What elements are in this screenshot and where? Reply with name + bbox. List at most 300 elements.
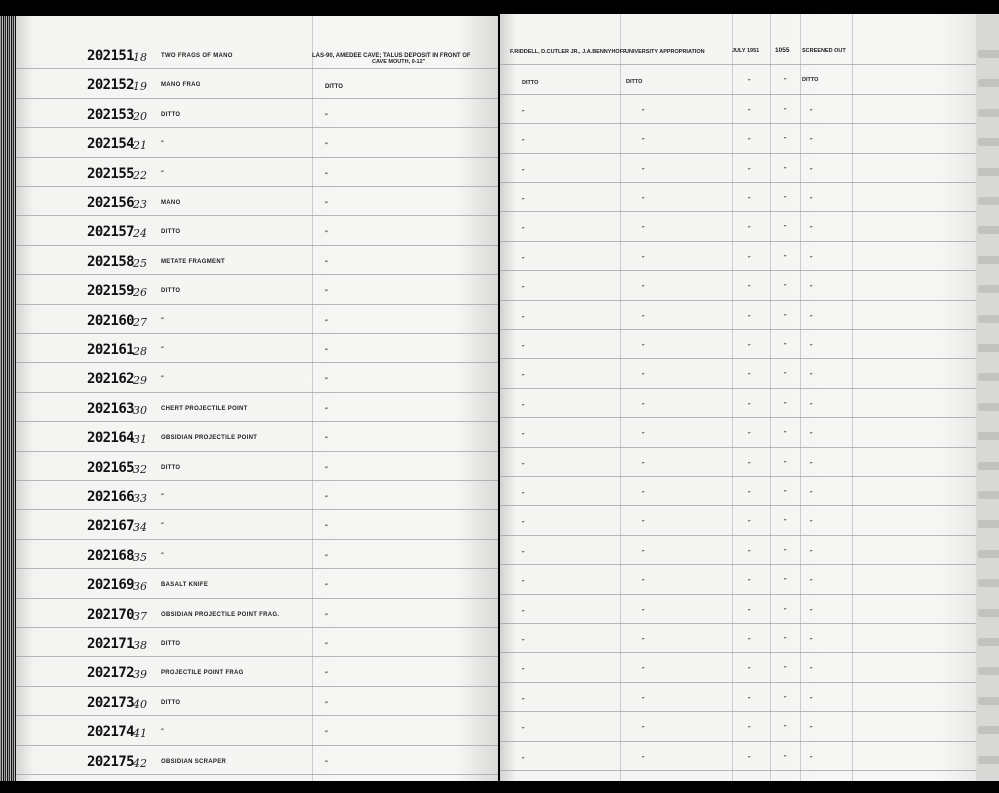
entry-number: 22 <box>133 168 147 182</box>
collector: " <box>522 550 525 557</box>
provenience: " <box>325 231 328 238</box>
remarks: SCREENED OUT <box>802 48 846 54</box>
date: " <box>748 638 751 644</box>
ledger-row <box>500 712 976 741</box>
accession: 1055 <box>775 47 790 54</box>
collector: " <box>522 727 525 734</box>
remarks: " <box>810 491 813 497</box>
entry-number: 39 <box>133 668 147 682</box>
collector: " <box>522 697 525 704</box>
item-description: DITTO <box>161 288 181 295</box>
entry-number: 19 <box>133 80 147 94</box>
catalog-number: 202154 <box>87 136 134 153</box>
ghost-mark <box>978 667 999 675</box>
catalog-number: 202166 <box>87 489 134 505</box>
remarks: " <box>810 755 813 762</box>
acquisition: " <box>642 314 645 321</box>
ghost-mark <box>978 226 999 234</box>
remarks: " <box>810 520 813 527</box>
ledger-row <box>16 657 498 686</box>
remarks: " <box>810 608 813 615</box>
accession: " <box>784 254 787 261</box>
ledger-row <box>500 683 976 712</box>
item-description: DITTO <box>161 699 181 706</box>
date: " <box>748 667 751 674</box>
collector: " <box>522 609 525 616</box>
ledger-row <box>500 565 976 594</box>
accession: " <box>784 196 787 202</box>
ghost-mark <box>978 109 999 117</box>
remarks: " <box>810 696 813 703</box>
remarks: " <box>810 432 813 439</box>
left-rows <box>16 16 498 781</box>
accession: " <box>784 343 787 349</box>
ledger-row <box>16 99 498 128</box>
remarks: " <box>810 638 813 644</box>
acquisition: " <box>642 197 645 203</box>
accession: " <box>784 78 787 85</box>
ghost-mark <box>978 579 999 587</box>
accession: " <box>784 225 787 232</box>
provenience: " <box>325 731 328 738</box>
ledger-row <box>16 334 498 363</box>
ghost-mark <box>978 403 999 411</box>
acquisition: DITTO <box>626 79 643 86</box>
ledger-row <box>16 128 498 157</box>
item-description: DITTO <box>161 641 181 647</box>
accession: " <box>784 431 787 438</box>
item-description: " <box>161 729 165 736</box>
ledger-row <box>500 330 976 359</box>
ledger-row <box>500 183 976 212</box>
collector: " <box>522 580 525 587</box>
acquisition: " <box>642 226 645 233</box>
collector: " <box>522 198 525 204</box>
ghost-mark <box>978 79 999 87</box>
date: " <box>748 520 751 527</box>
provenience: " <box>325 172 328 179</box>
catalog-number: 202153 <box>87 106 134 123</box>
item-description: " <box>161 494 165 500</box>
item-description: " <box>161 523 165 530</box>
catalog-number: 202163 <box>87 400 134 417</box>
entry-number: 38 <box>133 639 147 652</box>
ledger-row <box>16 158 498 187</box>
ledger-row <box>16 716 498 745</box>
ghost-mark <box>978 550 999 558</box>
item-description: " <box>161 376 165 383</box>
provenience: " <box>325 760 328 767</box>
acquisition: " <box>642 108 645 115</box>
ghost-mark <box>978 609 999 617</box>
ledger-row <box>16 481 498 510</box>
ledger-row <box>500 624 976 653</box>
ghost-mark <box>978 491 999 499</box>
entry-number: 28 <box>133 345 147 358</box>
entry-number: 25 <box>133 256 147 270</box>
acquisition: " <box>642 491 645 497</box>
entry-number: 37 <box>133 609 147 623</box>
ledger-row <box>16 569 498 598</box>
ledger-row <box>500 477 976 506</box>
catalog-number: 202167 <box>87 518 134 535</box>
ledger-row <box>500 95 976 124</box>
collector: " <box>522 227 525 234</box>
collector: " <box>522 668 525 675</box>
ledger-row <box>16 746 498 775</box>
item-description: METATE FRAGMENT <box>161 258 225 265</box>
entry-number: 24 <box>133 227 147 241</box>
entry-number: 23 <box>133 198 147 211</box>
remarks: " <box>810 726 813 733</box>
entry-number: 41 <box>133 727 147 741</box>
ghost-mark <box>978 197 999 205</box>
ledger-row <box>16 510 498 539</box>
catalog-number: 202161 <box>87 342 134 358</box>
catalog-number: 202151 <box>87 48 134 64</box>
ledger-row <box>500 742 976 771</box>
catalog-number: 202170 <box>87 606 134 623</box>
provenience-line-2: CAVE MOUTH, 0-12" <box>372 59 426 65</box>
ledger-row <box>16 69 498 98</box>
item-description: " <box>161 347 165 353</box>
ghost-mark <box>978 50 999 58</box>
collector: F.RIDDELL, D.CUTLER JR., J.A.BENNYHOFF <box>510 49 627 55</box>
underlying-page-edge <box>976 14 999 781</box>
date: " <box>748 373 751 380</box>
entry-number: 36 <box>133 580 147 594</box>
ledger-row <box>500 359 976 388</box>
acquisition: " <box>642 432 645 439</box>
date: " <box>748 344 751 350</box>
collector: " <box>522 139 525 146</box>
catalog-number: 202169 <box>87 577 134 594</box>
provenience: " <box>325 349 328 355</box>
right-page <box>500 14 976 781</box>
entry-number: 32 <box>133 462 147 476</box>
remarks: " <box>810 197 813 203</box>
collector: " <box>522 639 525 645</box>
entry-number: 35 <box>133 550 147 564</box>
remarks: " <box>810 285 813 292</box>
right-rows <box>500 14 976 781</box>
acquisition: " <box>642 402 645 409</box>
date: " <box>748 314 751 321</box>
ledger-row <box>16 599 498 628</box>
provenience: " <box>325 202 328 208</box>
ghost-mark <box>978 168 999 176</box>
provenience: " <box>325 378 328 385</box>
item-description: CHERT PROJECTILE POINT <box>161 405 248 412</box>
ledger-row <box>500 124 976 153</box>
ledger-row <box>500 448 976 477</box>
provenience: " <box>325 613 328 620</box>
ledger-row <box>500 154 976 183</box>
date: " <box>748 197 751 203</box>
accession: " <box>784 666 787 673</box>
remarks: " <box>810 314 813 321</box>
collector: " <box>522 374 525 381</box>
remarks: " <box>810 226 813 233</box>
date: " <box>748 138 751 145</box>
date: " <box>748 579 751 586</box>
collector: " <box>522 756 525 763</box>
item-description: " <box>161 170 165 177</box>
ghost-mark <box>978 285 999 293</box>
acquisition: " <box>642 285 645 292</box>
provenience: " <box>325 260 328 267</box>
provenience: " <box>325 584 328 591</box>
acquisition: " <box>642 608 645 615</box>
collector: DITTO <box>522 80 539 87</box>
ledger-row <box>16 305 498 334</box>
provenience: " <box>325 496 328 502</box>
provenience: " <box>325 672 328 679</box>
accession: " <box>784 695 787 702</box>
acquisition: " <box>642 373 645 380</box>
ledger-row <box>500 389 976 418</box>
date: " <box>748 726 751 733</box>
catalog-number: 202155 <box>87 165 134 182</box>
provenience: " <box>325 466 328 473</box>
item-description: OBSIDIAN SCRAPER <box>161 758 227 765</box>
collector: " <box>522 521 525 528</box>
accession: " <box>784 166 787 173</box>
ledger-row <box>500 36 976 65</box>
ledger-row <box>500 212 976 241</box>
acquisition: " <box>642 344 645 350</box>
item-description: " <box>161 317 165 324</box>
entry-number: 40 <box>133 697 147 711</box>
collector: " <box>522 256 525 263</box>
provenience: " <box>325 437 328 444</box>
entry-number: 26 <box>133 286 147 300</box>
date: " <box>748 108 751 115</box>
date: " <box>748 255 751 262</box>
remarks: " <box>810 461 813 468</box>
ghost-mark <box>978 432 999 440</box>
acquisition: " <box>642 549 645 556</box>
entry-number: 33 <box>133 492 147 505</box>
acquisition: " <box>642 755 645 762</box>
provenience: " <box>325 554 328 561</box>
item-description: " <box>161 141 165 148</box>
acquisition: " <box>642 696 645 703</box>
collector: " <box>522 462 525 469</box>
entry-number: 20 <box>133 109 147 123</box>
catalog-number: 202165 <box>87 459 134 476</box>
accession: " <box>784 637 787 643</box>
acquisition: " <box>642 520 645 527</box>
ledger-row <box>16 275 498 304</box>
ledger-row <box>500 653 976 682</box>
accession: " <box>784 137 787 144</box>
remarks: DITTO <box>802 77 819 84</box>
item-description: OBSIDIAN PROJECTILE POINT FRAG. <box>161 611 280 618</box>
date: " <box>748 79 751 86</box>
date: " <box>748 755 751 762</box>
item-description: " <box>161 552 165 559</box>
remarks: " <box>810 667 813 674</box>
remarks: " <box>810 549 813 556</box>
item-description: DITTO <box>161 464 181 471</box>
ledger-row <box>16 363 498 392</box>
catalog-number: 202157 <box>87 224 134 241</box>
entry-number: 31 <box>133 433 147 447</box>
acquisition: " <box>642 167 645 174</box>
date: " <box>748 461 751 468</box>
provenience: LAS-90, AMEDEE CAVE; TALUS DEPOSIT IN FRONT OF <box>312 53 471 59</box>
collector: " <box>522 403 525 410</box>
ledger-row <box>500 271 976 300</box>
date: " <box>748 402 751 409</box>
ledger-row <box>500 595 976 624</box>
accession: " <box>784 754 787 761</box>
catalog-number: 202174 <box>87 724 134 741</box>
remarks: " <box>810 402 813 409</box>
ledger-row <box>500 536 976 565</box>
acquisition: " <box>642 255 645 262</box>
ledger-row <box>16 422 498 451</box>
date: " <box>748 549 751 556</box>
remarks: " <box>810 138 813 145</box>
remarks: " <box>810 344 813 350</box>
ghost-mark <box>978 344 999 352</box>
acquisition: " <box>642 638 645 644</box>
date: " <box>748 491 751 497</box>
item-description: OBSIDIAN PROJECTILE POINT <box>161 435 258 442</box>
page-stack-edge <box>0 16 16 781</box>
ledger-row <box>16 393 498 422</box>
ghost-mark <box>978 726 999 734</box>
provenience: " <box>325 143 328 150</box>
ledger-row <box>16 540 498 569</box>
provenience: " <box>325 525 328 532</box>
collector: " <box>522 433 525 440</box>
entry-number: 21 <box>133 139 147 153</box>
accession: " <box>784 460 787 467</box>
catalog-number: 202159 <box>87 283 134 300</box>
entry-number: 34 <box>133 521 147 535</box>
provenience: " <box>325 701 328 708</box>
left-page <box>16 16 498 781</box>
ghost-mark <box>978 520 999 528</box>
remarks: " <box>810 167 813 174</box>
ghost-mark <box>978 462 999 470</box>
catalog-number: 202160 <box>87 312 134 329</box>
collector: " <box>522 492 525 498</box>
accession: " <box>784 578 787 585</box>
ledger-row <box>500 418 976 447</box>
collector: " <box>522 109 525 116</box>
acquisition: UNIVERSITY APPROPRIATION <box>625 49 705 55</box>
accession: " <box>784 284 787 291</box>
catalog-number: 202162 <box>87 371 134 388</box>
ghost-mark <box>978 138 999 146</box>
entry-number: 27 <box>133 315 147 329</box>
item-description: TWO FRAGS OF MANO <box>161 53 233 59</box>
catalog-number: 202168 <box>87 547 134 564</box>
ledger-row <box>500 65 976 94</box>
entry-number: 42 <box>133 756 147 770</box>
ghost-mark <box>978 373 999 381</box>
entry-number: 18 <box>133 51 147 64</box>
remarks: " <box>810 579 813 586</box>
ledger-row <box>16 452 498 481</box>
provenience: " <box>325 643 328 649</box>
accession: " <box>784 725 787 732</box>
remarks: " <box>810 373 813 380</box>
acquisition: " <box>642 461 645 468</box>
ghost-mark <box>978 756 999 764</box>
entry-number: 30 <box>133 403 147 417</box>
ledger-row <box>16 187 498 216</box>
accession: " <box>784 313 787 320</box>
provenience: " <box>325 290 328 297</box>
provenience: " <box>325 319 328 326</box>
acquisition: " <box>642 579 645 586</box>
item-description: BASALT KNIFE <box>161 582 209 589</box>
accession: " <box>784 490 787 496</box>
date: " <box>748 285 751 292</box>
catalog-number: 202172 <box>87 665 134 682</box>
catalog-number: 202171 <box>87 636 134 652</box>
ledger-row <box>500 301 976 330</box>
provenience: " <box>325 113 328 120</box>
item-description: DITTO <box>161 229 181 236</box>
item-description: DITTO <box>161 111 181 118</box>
provenience: DITTO <box>325 84 343 91</box>
accession: " <box>784 372 787 379</box>
accession: " <box>784 107 787 114</box>
ghost-mark <box>978 697 999 705</box>
acquisition: " <box>642 667 645 674</box>
ghost-mark <box>978 256 999 264</box>
catalog-number: 202173 <box>87 694 134 711</box>
acquisition: " <box>642 726 645 733</box>
collector: " <box>522 286 525 293</box>
ghost-mark <box>978 638 999 646</box>
remarks: " <box>810 108 813 115</box>
catalog-number: 202152 <box>87 77 134 94</box>
catalog-number: 202156 <box>87 195 134 211</box>
ledger-row <box>16 216 498 245</box>
date: " <box>748 167 751 174</box>
ledger-row <box>16 628 498 657</box>
date: " <box>748 608 751 615</box>
date: " <box>748 226 751 233</box>
catalog-number: 202164 <box>87 430 134 447</box>
collector: " <box>522 168 525 175</box>
accession: " <box>784 548 787 555</box>
acquisition: " <box>642 138 645 145</box>
accession: " <box>784 519 787 526</box>
ledger-row <box>16 246 498 275</box>
entry-number: 29 <box>133 374 147 388</box>
date: " <box>748 432 751 439</box>
collector: " <box>522 315 525 322</box>
ledger-row <box>500 242 976 271</box>
catalog-number: 202158 <box>87 253 134 270</box>
ledger-row <box>16 40 498 69</box>
remarks: " <box>810 255 813 262</box>
accession: " <box>784 607 787 614</box>
collector: " <box>522 345 525 351</box>
item-description: MANO <box>161 200 181 206</box>
ledger-row <box>500 506 976 535</box>
ledger-row <box>16 687 498 716</box>
item-description: PROJECTILE POINT FRAG <box>161 670 244 677</box>
